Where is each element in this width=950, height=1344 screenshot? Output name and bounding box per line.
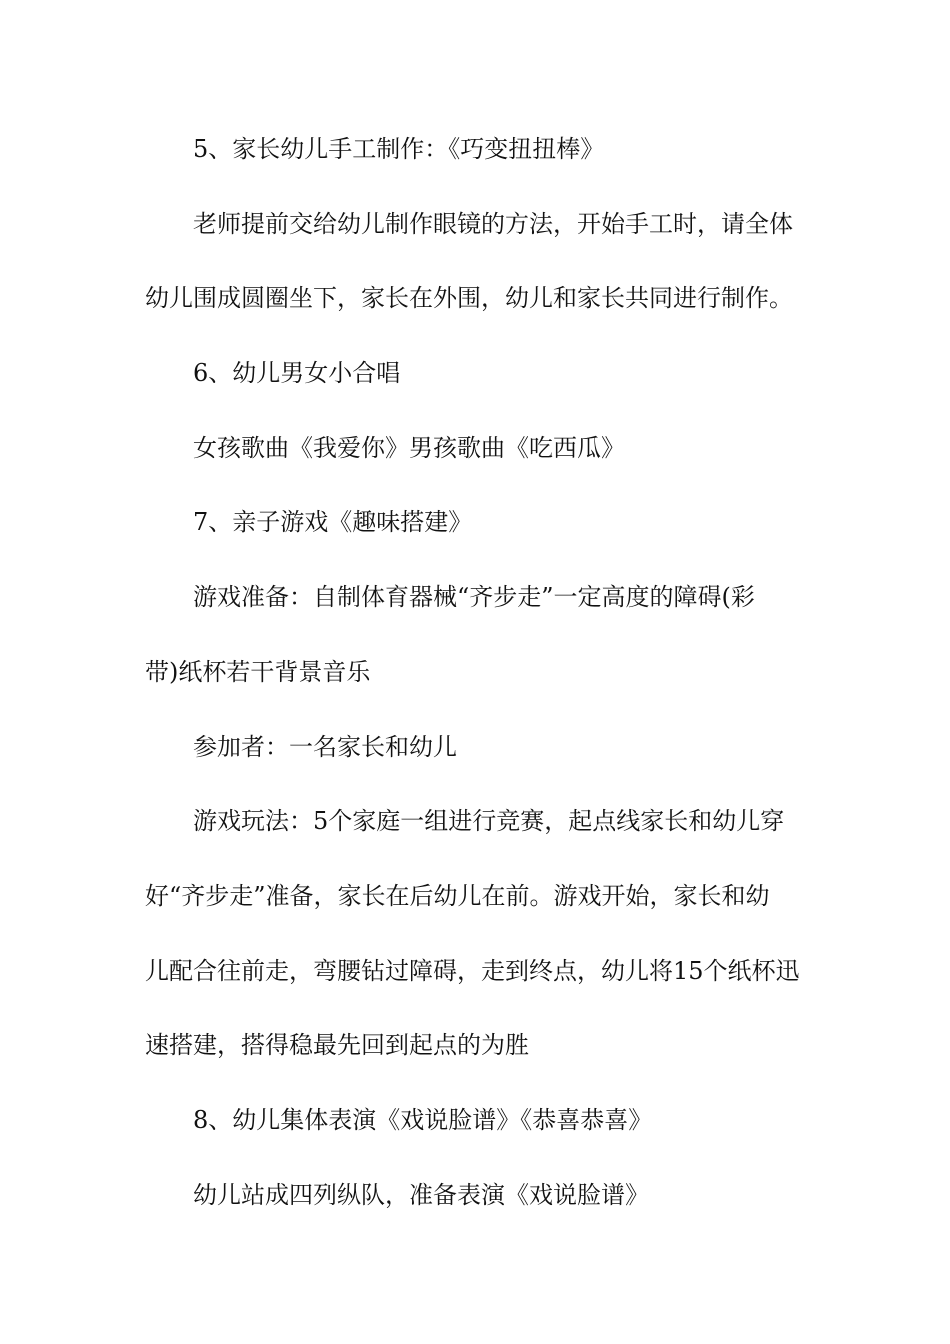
heading-chorus: 6、幼儿男女小合唱 [193,359,401,388]
document-body [145,131,813,1251]
heading-group-performance: 8、幼儿集体表演《戏说脸谱》《恭喜恭喜》 [193,1105,653,1134]
paragraph-line: 女孩歌曲《我爱你》男孩歌曲《吃西瓜》 [193,433,625,462]
paragraph-line: 游戏玩法：5个家庭一组进行竞赛，起点线家长和幼儿穿 [193,807,785,836]
paragraph-line: 速搭建，搭得稳最先回到起点的为胜 [145,1031,529,1060]
paragraph-line: 参加者：一名家长和幼儿 [193,732,457,761]
paragraph-line: 老师提前交给幼儿制作眼镜的方法，开始手工时，请全体 [193,209,793,238]
paragraph-line: 幼儿站成四列纵队，准备表演《戏说脸谱》 [193,1180,649,1209]
paragraph-line: 幼儿围成圆圈坐下，家长在外围，幼儿和家长共同进行制作。 [145,284,793,313]
heading-parent-child-game: 7、亲子游戏《趣味搭建》 [193,508,473,537]
paragraph-line: 好“齐步走”准备，家长在后幼儿在前。游戏开始，家长和幼 [145,881,770,910]
paragraph-line: 儿配合往前走，弯腰钻过障碍，走到终点，幼儿将15个纸杯迅 [145,956,800,985]
paragraph-line: 带)纸杯若干背景音乐 [145,657,371,686]
heading-handcraft: 5、家长幼儿手工制作：《巧变扭扭棒》 [193,135,605,163]
paragraph-line: 游戏准备：自制体育器械“齐步走”一定高度的障碍(彩 [193,583,755,612]
